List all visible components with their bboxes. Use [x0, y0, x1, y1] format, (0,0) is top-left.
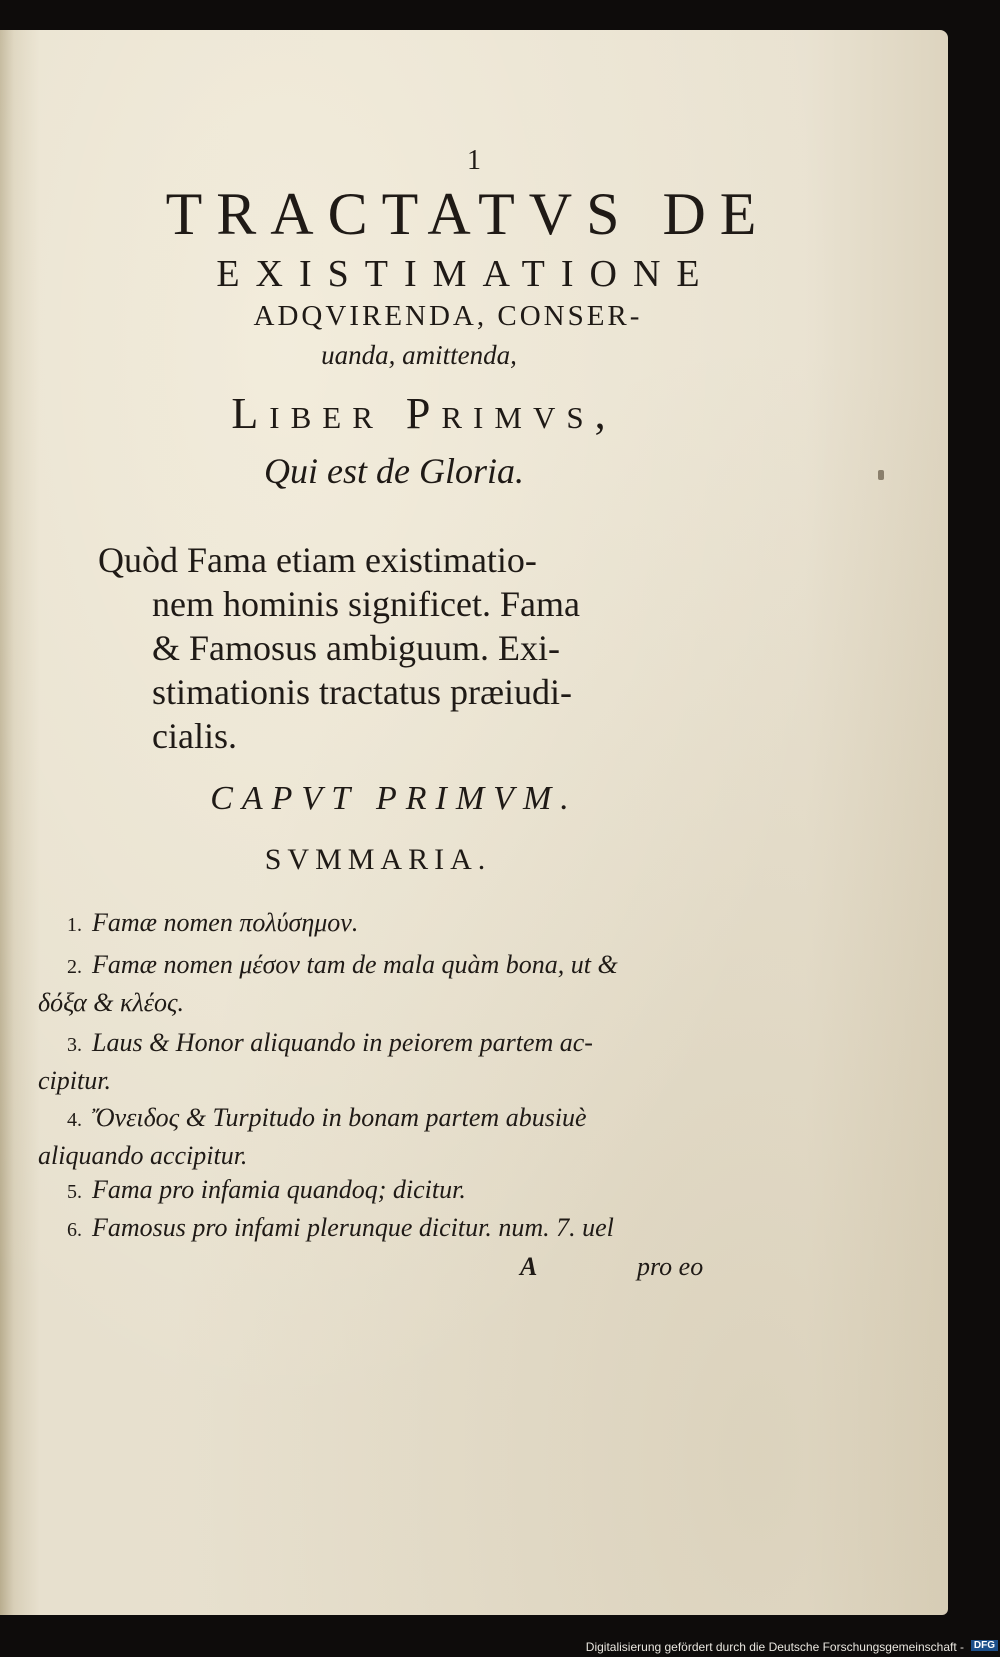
chapter-heading-line: nem hominis significet. Fama	[152, 584, 580, 624]
chapter-heading-line: cialis.	[152, 716, 237, 756]
summary-text: δόξα & κλέος.	[38, 988, 185, 1017]
caput-heading: CAPVT PRIMVM.	[210, 780, 578, 817]
summary-text: Laus & Honor aliquando in peiorem partem ac-	[92, 1028, 593, 1057]
page-blemish	[878, 470, 884, 480]
book-page	[0, 30, 948, 1615]
dfg-logo: DFG	[971, 1640, 998, 1651]
summary-number: 2.	[67, 956, 82, 978]
chapter-heading	[98, 538, 708, 758]
summary-text: cipitur.	[38, 1066, 111, 1095]
summaria-heading: SVMMARIA.	[264, 843, 492, 876]
page-number: 1	[467, 145, 481, 176]
summary-number: 4.	[67, 1109, 82, 1131]
book-number: Liber Primvs,	[231, 389, 617, 438]
title-line-1: TRACTATVS DE	[165, 181, 771, 247]
summary-number: 1.	[67, 914, 82, 936]
chapter-heading-line: Quòd Fama etiam existimatio-	[98, 540, 537, 580]
summary-item	[38, 1025, 718, 1099]
title-line-4: uanda, amittenda,	[321, 340, 517, 370]
summary-text: Fama pro infamia quandoq; dicitur.	[92, 1175, 466, 1204]
summary-item	[38, 1100, 718, 1174]
footer-credit: Digitalisierung gefördert durch die Deutsche Forschungsgemeinschaft -	[585, 1640, 964, 1654]
book-subtitle: Qui est de Gloria.	[264, 451, 524, 491]
summary-item	[38, 905, 718, 943]
summary-item	[38, 947, 718, 1021]
title-line-3: ADQVIRENDA, CONSER-	[253, 300, 643, 332]
summary-number: 6.	[67, 1219, 82, 1241]
summary-item	[38, 1172, 718, 1210]
signature-mark: A	[520, 1252, 538, 1281]
chapter-heading-line: stimationis tractatus præiudi-	[152, 672, 572, 712]
summary-text: Famosus pro infami plerunque dicitur. num. 7. uel	[92, 1213, 614, 1242]
summary-item	[38, 1210, 718, 1248]
summary-number: 3.	[67, 1034, 82, 1056]
chapter-heading-line: & Famosus ambiguum. Exi-	[152, 628, 560, 668]
summary-text: Famæ nomen πολύσημον.	[92, 908, 359, 937]
summary-text: Famæ nomen μέσον tam de mala quàm bona, ut &	[92, 950, 618, 979]
summary-number: 5.	[67, 1181, 82, 1203]
summary-text: aliquando accipitur.	[38, 1141, 248, 1170]
title-line-2: EXISTIMATIONE	[216, 253, 716, 295]
summary-text: Ὄνειδος & Turpitudo in bonam partem abusiuè	[92, 1103, 587, 1132]
catchword: pro eo	[637, 1252, 704, 1281]
digitization-footer	[0, 1637, 1000, 1657]
